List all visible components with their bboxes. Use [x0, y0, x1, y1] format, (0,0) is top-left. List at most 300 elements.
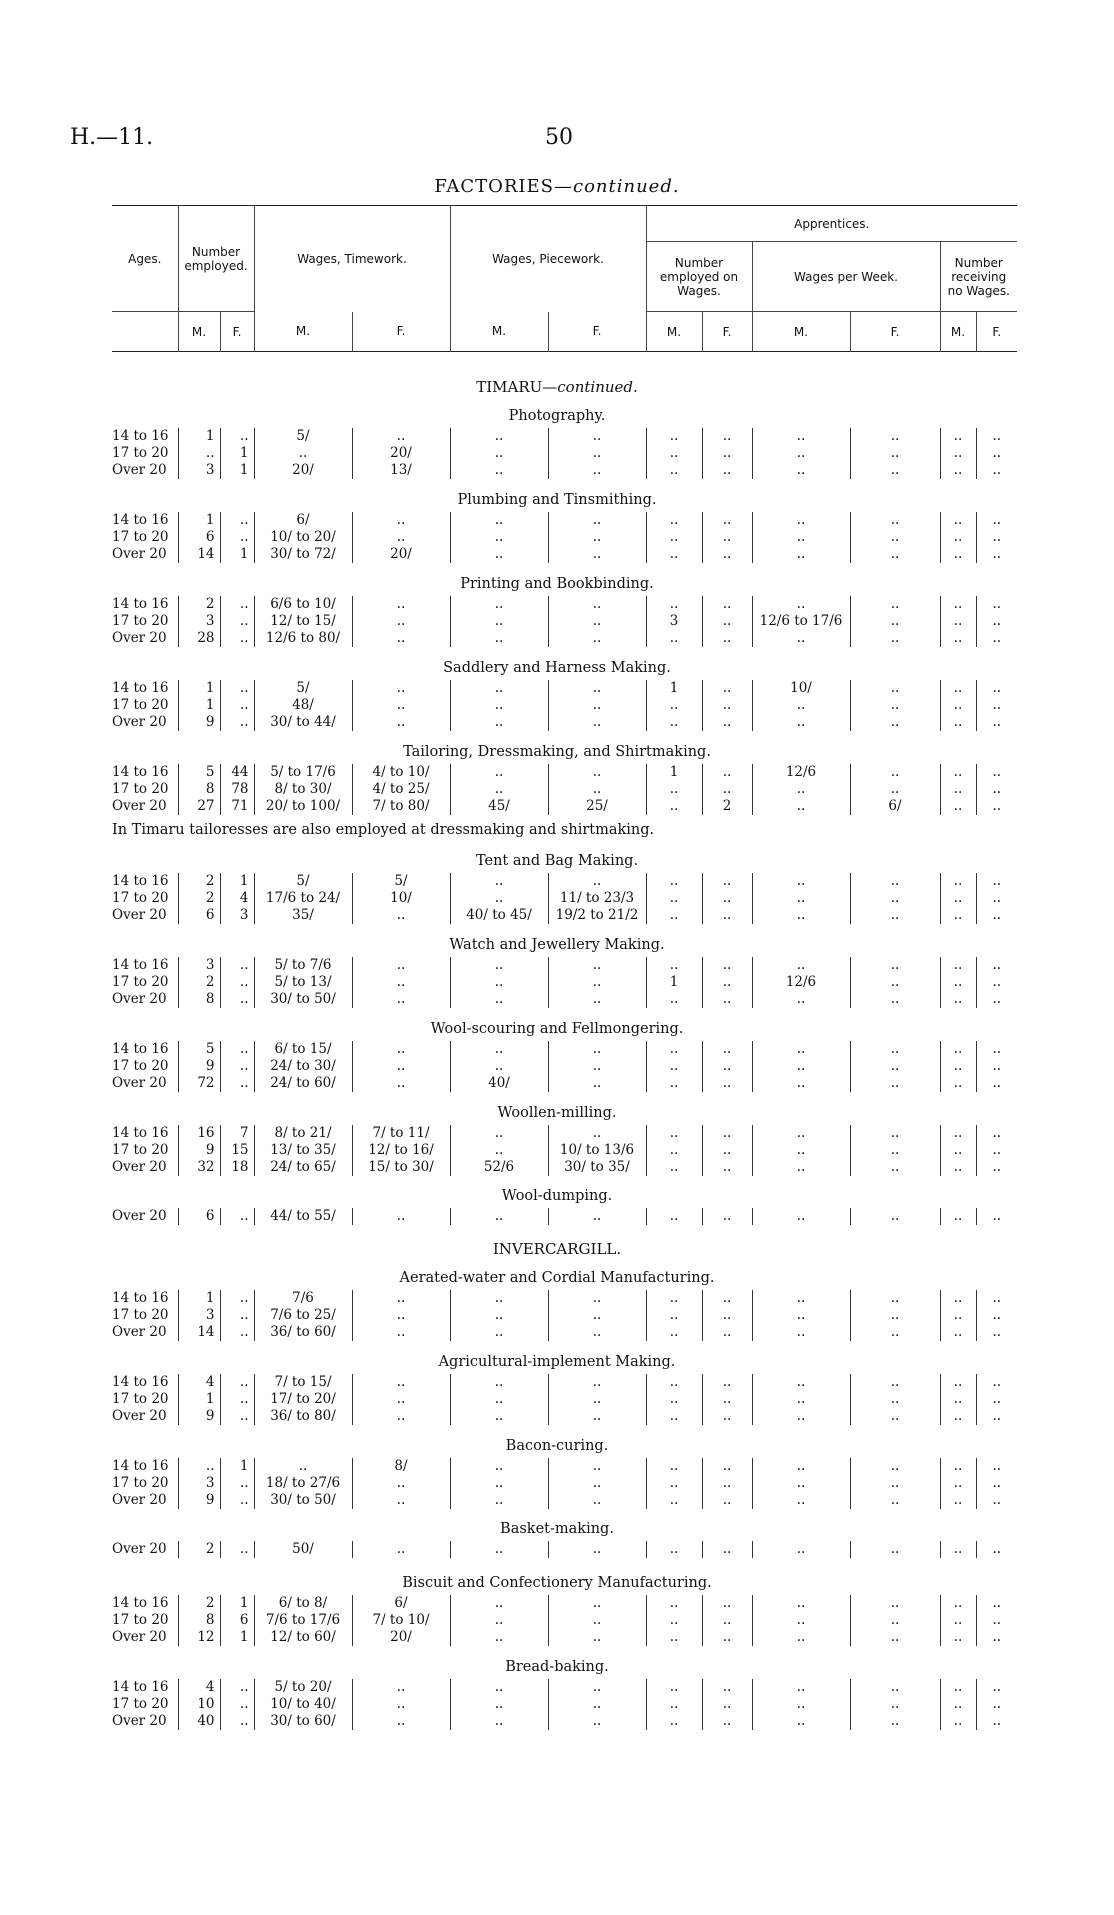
value-cell: .. — [548, 630, 646, 647]
table-row — [112, 1475, 1017, 1492]
value-cell: .. — [450, 680, 548, 697]
value-cell: .. — [548, 1679, 646, 1696]
value-cell: .. — [646, 1696, 702, 1713]
table-row — [112, 781, 1017, 798]
value-cell: .. — [450, 873, 548, 890]
value-cell: .. — [702, 462, 752, 479]
value-cell: .. — [702, 1142, 752, 1159]
value-cell: .. — [940, 529, 976, 546]
value-cell: .. — [752, 529, 850, 546]
table-row — [112, 1041, 1017, 1058]
value-cell: .. — [850, 714, 940, 731]
value-cell: .. — [976, 529, 1017, 546]
value-cell: .. — [850, 1058, 940, 1075]
value-cell: .. — [548, 1058, 646, 1075]
value-cell: .. — [220, 1374, 254, 1391]
header-f: F. — [850, 312, 940, 352]
value-cell: .. — [450, 974, 548, 991]
table-row — [112, 1391, 1017, 1408]
value-cell: .. — [450, 1595, 548, 1612]
value-cell: 5/ — [254, 680, 352, 697]
value-cell: 28 — [178, 630, 220, 647]
value-cell: .. — [850, 1541, 940, 1558]
value-cell: .. — [178, 445, 220, 462]
value-cell: .. — [702, 1374, 752, 1391]
value-cell: .. — [752, 428, 850, 445]
value-cell: .. — [940, 1159, 976, 1176]
value-cell: .. — [850, 529, 940, 546]
value-cell: 1 — [646, 764, 702, 781]
value-cell: .. — [976, 873, 1017, 890]
value-cell: 6 — [178, 529, 220, 546]
age-cell: 17 to 20 — [112, 890, 169, 906]
table-row — [112, 462, 1017, 479]
page-header — [0, 125, 1114, 155]
value-cell: .. — [940, 1475, 976, 1492]
value-cell: .. — [850, 1159, 940, 1176]
value-cell: .. — [548, 991, 646, 1008]
value-cell: .. — [976, 1159, 1017, 1176]
value-cell: 72 — [178, 1075, 220, 1092]
value-cell: .. — [850, 512, 940, 529]
value-cell: .. — [646, 445, 702, 462]
header-m: M. — [752, 312, 850, 352]
value-cell: .. — [450, 596, 548, 613]
value-cell: .. — [976, 428, 1017, 445]
value-cell: .. — [548, 974, 646, 991]
value-cell: .. — [752, 1324, 850, 1341]
value-cell: .. — [646, 1391, 702, 1408]
value-cell: 20/ to 100/ — [254, 798, 352, 815]
age-cell: Over 20 — [112, 1492, 167, 1508]
value-cell: .. — [702, 1492, 752, 1509]
value-cell: 30/ to 35/ — [548, 1159, 646, 1176]
header-f: F. — [702, 312, 752, 352]
value-cell: .. — [850, 1041, 940, 1058]
value-cell: .. — [646, 1290, 702, 1307]
age-cell: 17 to 20 — [112, 1142, 169, 1158]
age-cell: Over 20 — [112, 630, 167, 646]
group-title: Saddlery and Harness Making. — [443, 660, 671, 676]
value-cell: .. — [702, 974, 752, 991]
value-cell: .. — [450, 1475, 548, 1492]
value-cell: .. — [548, 1595, 646, 1612]
value-cell: .. — [702, 1408, 752, 1425]
group-title: Tailoring, Dressmaking, and Shirtmaking. — [403, 744, 711, 760]
value-cell: 5/ — [352, 873, 450, 890]
group-title: Aerated-water and Cordial Manufacturing. — [399, 1270, 715, 1286]
header-wages-piecework: Wages, Piecework. — [450, 206, 646, 312]
group-table — [112, 1679, 1017, 1730]
value-cell: 40/ — [450, 1075, 548, 1092]
value-cell: .. — [702, 781, 752, 798]
value-cell: 4/ to 10/ — [352, 764, 450, 781]
value-cell: .. — [702, 1629, 752, 1646]
value-cell: .. — [702, 613, 752, 630]
value-cell: 3 — [178, 1307, 220, 1324]
group-title: Biscuit and Confectionery Manufacturing. — [402, 1575, 712, 1591]
group-table — [112, 512, 1017, 563]
value-cell: 40/ to 45/ — [450, 907, 548, 924]
table-row — [112, 1492, 1017, 1509]
table-row — [112, 1713, 1017, 1730]
value-cell: .. — [976, 1391, 1017, 1408]
value-cell: .. — [752, 1208, 850, 1225]
value-cell: 5/ — [254, 428, 352, 445]
value-cell: .. — [220, 991, 254, 1008]
value-cell: .. — [352, 512, 450, 529]
value-cell: .. — [850, 1458, 940, 1475]
value-cell: .. — [548, 1374, 646, 1391]
value-cell: .. — [976, 1075, 1017, 1092]
value-cell: .. — [548, 613, 646, 630]
value-cell: 10 — [178, 1696, 220, 1713]
value-cell: .. — [850, 596, 940, 613]
group-title: Photography. — [508, 408, 606, 424]
table-row — [112, 445, 1017, 462]
value-cell: .. — [752, 1075, 850, 1092]
age-cell: 14 to 16 — [112, 512, 169, 528]
value-cell: 6/ to 8/ — [254, 1595, 352, 1612]
value-cell: .. — [752, 1713, 850, 1730]
value-cell: 1 — [220, 873, 254, 890]
value-cell: .. — [450, 512, 548, 529]
value-cell: 8 — [178, 781, 220, 798]
value-cell: .. — [752, 1290, 850, 1307]
age-cell: 17 to 20 — [112, 529, 169, 545]
header-apprentices: Apprentices. — [646, 206, 1017, 242]
age-cell: 14 to 16 — [112, 428, 169, 444]
group-table — [112, 1458, 1017, 1509]
value-cell: .. — [940, 1374, 976, 1391]
value-cell: .. — [450, 714, 548, 731]
value-cell: 7/6 — [254, 1290, 352, 1307]
table-row — [112, 798, 1017, 815]
age-cell: 14 to 16 — [112, 764, 169, 780]
value-cell: .. — [646, 1541, 702, 1558]
value-cell: .. — [352, 1408, 450, 1425]
age-cell: 14 to 16 — [112, 873, 169, 889]
value-cell: .. — [850, 1374, 940, 1391]
value-cell: .. — [352, 1208, 450, 1225]
value-cell: .. — [352, 991, 450, 1008]
value-cell: .. — [850, 781, 940, 798]
value-cell: .. — [976, 1696, 1017, 1713]
group-title: Wool-dumping. — [501, 1188, 613, 1204]
age-cell: 14 to 16 — [112, 1041, 169, 1057]
value-cell: .. — [850, 546, 940, 563]
value-cell: .. — [850, 1391, 940, 1408]
age-cell: Over 20 — [112, 1713, 167, 1729]
value-cell: .. — [850, 445, 940, 462]
footnote-tailoresses: In Timaru tailoresses are also employed at dressmaking and shirtmaking. — [112, 822, 655, 838]
value-cell: .. — [702, 546, 752, 563]
value-cell: .. — [450, 1391, 548, 1408]
value-cell: .. — [976, 907, 1017, 924]
value-cell: .. — [646, 957, 702, 974]
table-row — [112, 630, 1017, 647]
value-cell: 24/ to 60/ — [254, 1075, 352, 1092]
value-cell: 12/6 to 80/ — [254, 630, 352, 647]
value-cell: .. — [752, 1307, 850, 1324]
value-cell: .. — [702, 991, 752, 1008]
value-cell: .. — [450, 1713, 548, 1730]
value-cell: 5 — [178, 764, 220, 781]
value-cell: .. — [752, 1492, 850, 1509]
table-row — [112, 1612, 1017, 1629]
value-cell: 4/ to 25/ — [352, 781, 450, 798]
value-cell: .. — [352, 1307, 450, 1324]
value-cell: .. — [352, 1679, 450, 1696]
value-cell: .. — [702, 529, 752, 546]
value-cell: 30/ to 50/ — [254, 991, 352, 1008]
value-cell: .. — [548, 873, 646, 890]
age-cell: Over 20 — [112, 546, 167, 562]
value-cell: 2 — [178, 596, 220, 613]
value-cell: .. — [940, 1324, 976, 1341]
value-cell: .. — [450, 613, 548, 630]
group-title: Watch and Jewellery Making. — [449, 937, 665, 953]
table-row — [112, 1208, 1017, 1225]
value-cell: .. — [646, 1595, 702, 1612]
value-cell: .. — [850, 1696, 940, 1713]
header-f: F. — [976, 312, 1017, 352]
table-row — [112, 1307, 1017, 1324]
value-cell: .. — [450, 1696, 548, 1713]
table-row — [112, 714, 1017, 731]
group-table — [112, 764, 1017, 815]
group-title: Basket-making. — [500, 1521, 614, 1537]
value-cell: 6/ — [352, 1595, 450, 1612]
value-cell: .. — [752, 873, 850, 890]
value-cell: 6 — [220, 1612, 254, 1629]
age-cell: 17 to 20 — [112, 1696, 169, 1712]
value-cell: .. — [850, 1713, 940, 1730]
value-cell: 5/ to 13/ — [254, 974, 352, 991]
value-cell: .. — [850, 1142, 940, 1159]
value-cell: .. — [220, 1324, 254, 1341]
value-cell: .. — [548, 1075, 646, 1092]
value-cell: .. — [940, 781, 976, 798]
value-cell: .. — [702, 1458, 752, 1475]
value-cell: .. — [976, 1475, 1017, 1492]
value-cell: .. — [646, 1458, 702, 1475]
age-cell: 14 to 16 — [112, 1458, 169, 1474]
value-cell: .. — [850, 764, 940, 781]
value-cell: .. — [220, 1058, 254, 1075]
value-cell: .. — [548, 445, 646, 462]
value-cell: .. — [940, 697, 976, 714]
value-cell: .. — [220, 1208, 254, 1225]
value-cell: .. — [450, 890, 548, 907]
table-row — [112, 680, 1017, 697]
value-cell: .. — [940, 1713, 976, 1730]
value-cell: 30/ to 60/ — [254, 1713, 352, 1730]
value-cell: .. — [220, 1679, 254, 1696]
age-cell: 17 to 20 — [112, 1058, 169, 1074]
value-cell: 9 — [178, 1492, 220, 1509]
value-cell: .. — [702, 1075, 752, 1092]
group-table — [112, 1541, 1017, 1558]
age-cell: 14 to 16 — [112, 1290, 169, 1306]
header-mf-row — [112, 312, 1017, 352]
value-cell: .. — [976, 1541, 1017, 1558]
value-cell: .. — [220, 1696, 254, 1713]
value-cell: .. — [850, 1475, 940, 1492]
age-cell: 17 to 20 — [112, 781, 169, 797]
value-cell: .. — [220, 1307, 254, 1324]
value-cell: .. — [450, 1612, 548, 1629]
value-cell: 6/ to 15/ — [254, 1041, 352, 1058]
value-cell: .. — [940, 714, 976, 731]
value-cell: .. — [548, 428, 646, 445]
value-cell: .. — [940, 613, 976, 630]
value-cell: .. — [220, 529, 254, 546]
value-cell: .. — [850, 1208, 940, 1225]
value-cell: 1 — [220, 462, 254, 479]
value-cell: .. — [450, 1679, 548, 1696]
value-cell: 1 — [646, 974, 702, 991]
value-cell: .. — [850, 1075, 940, 1092]
group-table — [112, 1290, 1017, 1341]
value-cell: 3 — [178, 1475, 220, 1492]
value-cell: .. — [548, 1696, 646, 1713]
value-cell: .. — [702, 630, 752, 647]
value-cell: .. — [940, 596, 976, 613]
group-title: Plumbing and Tinsmithing. — [457, 492, 657, 508]
value-cell: .. — [702, 512, 752, 529]
value-cell: .. — [850, 1679, 940, 1696]
header-m: M. — [178, 312, 220, 352]
value-cell: .. — [450, 1408, 548, 1425]
value-cell: .. — [220, 1475, 254, 1492]
age-cell: 14 to 16 — [112, 680, 169, 696]
value-cell: 20/ — [352, 546, 450, 563]
value-cell: .. — [548, 697, 646, 714]
value-cell: .. — [976, 1307, 1017, 1324]
value-cell: 78 — [220, 781, 254, 798]
value-cell: 2 — [178, 873, 220, 890]
value-cell: 18 — [220, 1159, 254, 1176]
value-cell: 48/ — [254, 697, 352, 714]
value-cell: 24/ to 65/ — [254, 1159, 352, 1176]
value-cell: .. — [702, 1696, 752, 1713]
value-cell: 13/ to 35/ — [254, 1142, 352, 1159]
value-cell: .. — [752, 1475, 850, 1492]
table-row — [112, 529, 1017, 546]
group-title: Wool-scouring and Fellmongering. — [430, 1021, 684, 1037]
value-cell: .. — [752, 798, 850, 815]
age-cell: Over 20 — [112, 1629, 167, 1645]
value-cell: .. — [976, 798, 1017, 815]
value-cell: 24/ to 30/ — [254, 1058, 352, 1075]
group-table — [112, 1041, 1017, 1092]
value-cell: .. — [646, 1307, 702, 1324]
value-cell: .. — [352, 428, 450, 445]
header-ages: Ages. — [128, 251, 162, 266]
value-cell: .. — [752, 512, 850, 529]
value-cell: .. — [702, 697, 752, 714]
value-cell: .. — [940, 1075, 976, 1092]
value-cell: .. — [646, 781, 702, 798]
table-row — [112, 1125, 1017, 1142]
value-cell: 1 — [220, 1595, 254, 1612]
value-cell: .. — [940, 890, 976, 907]
value-cell: 8 — [178, 1612, 220, 1629]
header-app-number: Number employed on Wages. — [646, 242, 752, 312]
value-cell: .. — [976, 781, 1017, 798]
value-cell: .. — [646, 529, 702, 546]
value-cell: .. — [702, 1125, 752, 1142]
value-cell: .. — [702, 1679, 752, 1696]
value-cell: .. — [702, 1307, 752, 1324]
group-table — [112, 1374, 1017, 1425]
value-cell: .. — [702, 1290, 752, 1307]
value-cell: .. — [548, 596, 646, 613]
value-cell: .. — [702, 907, 752, 924]
group-table — [112, 428, 1017, 479]
value-cell: .. — [548, 1629, 646, 1646]
value-cell: .. — [752, 1058, 850, 1075]
value-cell: .. — [976, 1041, 1017, 1058]
age-cell: Over 20 — [112, 798, 167, 814]
value-cell: .. — [976, 890, 1017, 907]
value-cell: .. — [450, 991, 548, 1008]
value-cell: .. — [850, 991, 940, 1008]
value-cell: .. — [646, 1058, 702, 1075]
value-cell: .. — [646, 907, 702, 924]
value-cell: 1 — [178, 680, 220, 697]
value-cell: 3 — [178, 462, 220, 479]
table-row — [112, 1324, 1017, 1341]
group-table — [112, 596, 1017, 647]
value-cell: .. — [548, 1324, 646, 1341]
header-wages-timework: Wages, Timework. — [254, 206, 450, 312]
value-cell: .. — [940, 1041, 976, 1058]
value-cell: .. — [548, 1492, 646, 1509]
value-cell: .. — [752, 596, 850, 613]
group-title: Tent and Bag Making. — [475, 853, 639, 869]
value-cell: .. — [850, 428, 940, 445]
value-cell: .. — [976, 1629, 1017, 1646]
group-title: Printing and Bookbinding. — [460, 576, 654, 592]
value-cell: 32 — [178, 1159, 220, 1176]
value-cell: .. — [352, 1696, 450, 1713]
value-cell: 10/ to 13/6 — [548, 1142, 646, 1159]
header-f: F. — [220, 312, 254, 352]
value-cell: 4 — [220, 890, 254, 907]
table-row — [112, 1629, 1017, 1646]
value-cell: 8/ to 21/ — [254, 1125, 352, 1142]
table-row — [112, 764, 1017, 781]
value-cell: .. — [976, 1408, 1017, 1425]
value-cell: .. — [548, 957, 646, 974]
value-cell: .. — [940, 512, 976, 529]
value-cell: .. — [940, 957, 976, 974]
value-cell: .. — [450, 630, 548, 647]
value-cell: .. — [450, 462, 548, 479]
table-row — [112, 1696, 1017, 1713]
value-cell: .. — [976, 1713, 1017, 1730]
value-cell: .. — [752, 1041, 850, 1058]
table-row — [112, 428, 1017, 445]
value-cell: .. — [752, 890, 850, 907]
value-cell: .. — [752, 991, 850, 1008]
value-cell: .. — [548, 1475, 646, 1492]
value-cell: .. — [702, 1541, 752, 1558]
value-cell: .. — [702, 1475, 752, 1492]
table-row — [112, 546, 1017, 563]
